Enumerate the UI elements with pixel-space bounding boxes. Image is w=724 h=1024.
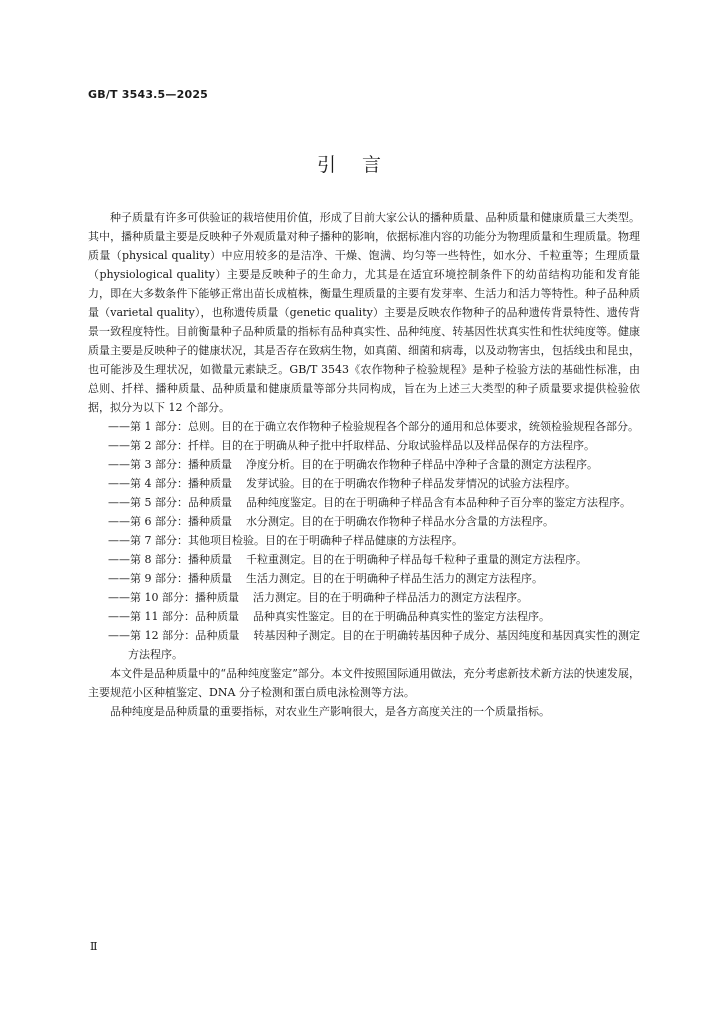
part-description: 目的在于明确种子样品活力的测定方法程序。 bbox=[308, 591, 528, 604]
part-description: 目的在于确立农作物种子检验规程各个部分的通用和总体要求，统领检验规程各部分。 bbox=[221, 420, 639, 433]
part-item bbox=[88, 474, 640, 493]
part-subtitle: 净度分析。 bbox=[246, 458, 301, 471]
part-label: ——第 11 部分：品种质量 bbox=[108, 610, 239, 623]
part-description: 目的在于明确种子样品含有本品种种子百分率的鉴定方法程序。 bbox=[323, 496, 631, 509]
part-subtitle: 转基因种子测定。 bbox=[253, 629, 342, 642]
part-item bbox=[88, 417, 640, 436]
part-description: 目的在于明确转基因种子成分、基因纯度和基因真实性的测定方法程序。 bbox=[128, 629, 641, 661]
part-item bbox=[88, 455, 640, 474]
part-description: 目的在于明确农作物种子样品发芽情况的试验方法程序。 bbox=[301, 477, 576, 490]
intro-paragraph: 种子质量有许多可供验证的栽培使用价值，形成了目前大家公认的播种质量、品种质量和健康质量三大类型。其中，播种质量主要是反映种子外观质量对种子播种的影响，依据标准内容的功能分为物理质量和生理质量。物理质量（physical quality）中应用较多的是洁净、干燥、饱满、均匀等一些特性，如水分、千粒重等；生理质量（physiological quality）主要是反映种子的生命力，尤其是在适宜环境控制条件下的幼苗结构功能和发育能力，即在大多数条件下能够正常出苗长成植株，衡量生理质量的主要有发芽率、生活力和活力等特性。种子品种质量（varietal quality），也称遗传质量（genetic quality）主要是反映农作物种子的品种遗传背景特性、遗传背景一致程度特性。目前衡量种子品种质量的指标有品种真实性、品种纯度、转基因性状真实性和性状纯度等。健康质量主要是反映种子的健康状况，其是否存在致病生物，如真菌、细菌和病毒，以及动物害虫，包括线虫和昆虫，也可能涉及生理状况，如微量元素缺乏。GB/T 3543《农作物种子检验规程》是种子检验方法的基础性标准，由总则、扦样、播种质量、品种质量和健康质量等部分共同构成，旨在为上述三大类型的种子质量要求提供检验依据，拟分为以下 12 个部分。 bbox=[88, 211, 640, 414]
part-item bbox=[88, 436, 640, 455]
part-item bbox=[88, 569, 640, 588]
part-description: 目的在于明确从种子批中扦取样品、分取试验样品以及样品保存的方法程序。 bbox=[221, 439, 595, 452]
document-body bbox=[88, 208, 640, 721]
part-description: 目的在于明确种子样品生活力的测定方法程序。 bbox=[312, 572, 543, 585]
part-label: ——第 7 部分：其他项目检验。 bbox=[108, 534, 265, 547]
part-description: 目的在于明确农作物种子样品中净种子含量的测定方法程序。 bbox=[301, 458, 598, 471]
closing-paragraph-2: 品种纯度是品种质量的重要指标，对农业生产影响很大，是各方高度关注的一个质量指标。 bbox=[110, 705, 550, 718]
part-subtitle: 品种纯度鉴定。 bbox=[246, 496, 323, 509]
part-subtitle: 活力测定。 bbox=[253, 591, 308, 604]
part-subtitle: 水分测定。 bbox=[246, 515, 301, 528]
part-label: ——第 5 部分：品种质量 bbox=[108, 496, 232, 509]
part-subtitle: 发芽试验。 bbox=[246, 477, 301, 490]
part-label: ——第 12 部分：品种质量 bbox=[108, 629, 240, 642]
part-label: ——第 6 部分：播种质量 bbox=[108, 515, 232, 528]
part-item bbox=[88, 493, 640, 512]
part-label: ——第 10 部分：播种质量 bbox=[108, 591, 239, 604]
part-label: ——第 1 部分：总则。 bbox=[108, 420, 221, 433]
parts-list bbox=[88, 417, 640, 664]
part-subtitle: 品种真实性鉴定。 bbox=[253, 610, 341, 623]
part-description: 目的在于明确品种真实性的鉴定方法程序。 bbox=[341, 610, 550, 623]
page-number: Ⅱ bbox=[90, 940, 98, 953]
part-item bbox=[88, 626, 640, 664]
part-description: 目的在于明确种子样品健康的方法程序。 bbox=[265, 534, 463, 547]
closing-paragraph-1: 本文件是品种质量中的“品种纯度鉴定”部分。本文件按照国际通用做法，充分考虑新技术新方法的快速发展，主要规范小区种植鉴定、DNA 分子检测和蛋白质电泳检测等方法。 bbox=[88, 667, 640, 699]
part-item bbox=[88, 531, 640, 550]
part-item bbox=[88, 607, 640, 626]
part-subtitle: 千粒重测定。 bbox=[246, 553, 312, 566]
part-item bbox=[88, 512, 640, 531]
part-item bbox=[88, 550, 640, 569]
part-label: ——第 3 部分：播种质量 bbox=[108, 458, 232, 471]
part-label: ——第 8 部分：播种质量 bbox=[108, 553, 232, 566]
part-description: 目的在于明确种子样品每千粒种子重量的测定方法程序。 bbox=[312, 553, 587, 566]
standard-number: GB/T 3543.5—2025 bbox=[88, 88, 209, 101]
part-description: 目的在于明确农作物种子样品水分含量的方法程序。 bbox=[301, 515, 554, 528]
part-label: ——第 2 部分：扦样。 bbox=[108, 439, 221, 452]
part-subtitle: 生活力测定。 bbox=[246, 572, 312, 585]
part-label: ——第 4 部分：播种质量 bbox=[108, 477, 232, 490]
part-item bbox=[88, 588, 640, 607]
part-label: ——第 9 部分：播种质量 bbox=[108, 572, 232, 585]
page-title: 引言 bbox=[316, 154, 407, 176]
